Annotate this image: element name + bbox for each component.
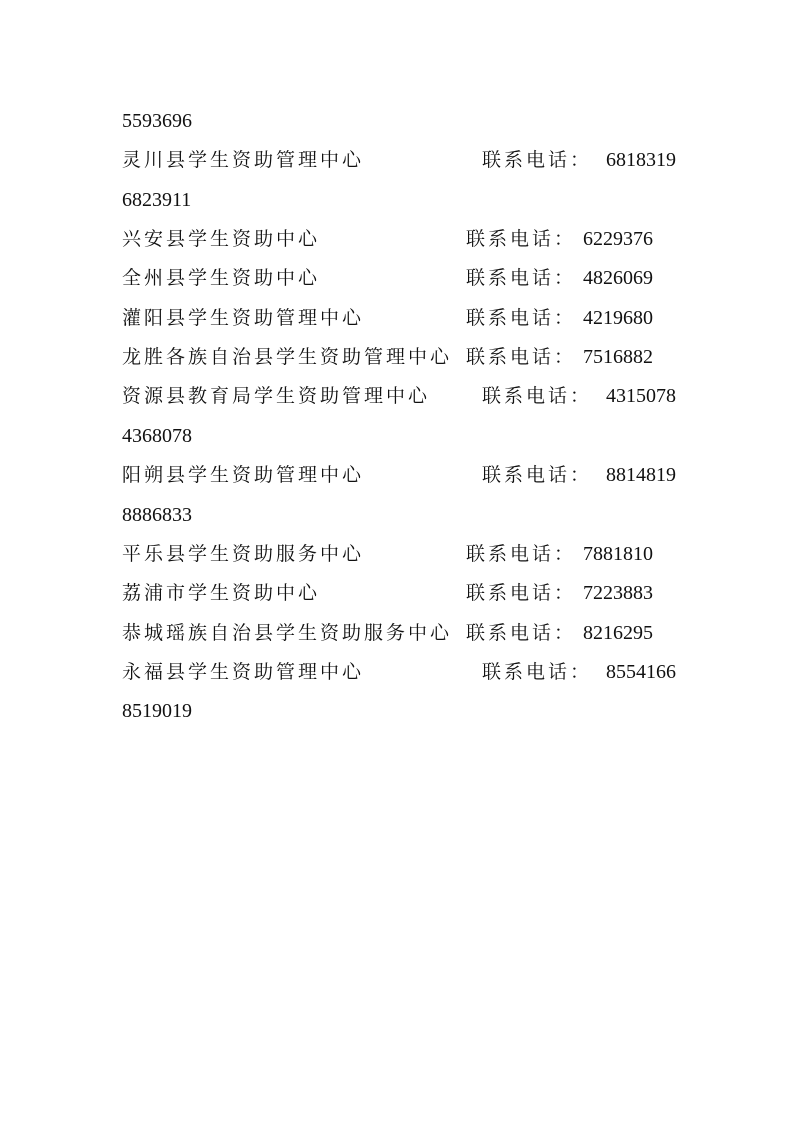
org-name: 兴安县学生资助中心 bbox=[122, 228, 321, 250]
phone-continuation: 4368078 bbox=[122, 425, 192, 447]
phone-number: 4315078 bbox=[606, 385, 676, 407]
org-name: 永福县学生资助管理中心 bbox=[122, 661, 365, 683]
org-name: 阳朔县学生资助管理中心 bbox=[122, 464, 365, 486]
phone-label: 联系电话： bbox=[482, 149, 593, 171]
org-name: 资源县教育局学生资助管理中心 bbox=[122, 385, 431, 407]
phone-continuation: 5593696 bbox=[122, 110, 192, 132]
phone-number: 4219680 bbox=[583, 307, 653, 329]
phone-number: 8554166 bbox=[606, 661, 676, 683]
phone-continuation: 6823911 bbox=[122, 189, 192, 211]
phone-label: 联系电话： bbox=[466, 582, 577, 604]
phone-number: 7223883 bbox=[583, 582, 653, 604]
org-name: 全州县学生资助中心 bbox=[122, 267, 321, 289]
org-name: 灌阳县学生资助管理中心 bbox=[122, 307, 365, 329]
phone-number: 4826069 bbox=[583, 267, 653, 289]
phone-label: 联系电话： bbox=[482, 464, 593, 486]
phone-label: 联系电话： bbox=[466, 543, 577, 565]
org-name: 灵川县学生资助管理中心 bbox=[122, 149, 365, 171]
org-name: 龙胜各族自治县学生资助管理中心 bbox=[122, 346, 453, 368]
phone-label: 联系电话： bbox=[466, 228, 577, 250]
org-name: 平乐县学生资助服务中心 bbox=[122, 543, 365, 565]
phone-continuation: 8886833 bbox=[122, 504, 192, 526]
org-name: 恭城瑶族自治县学生资助服务中心 bbox=[122, 622, 453, 644]
phone-number: 7516882 bbox=[583, 346, 653, 368]
phone-number: 8814819 bbox=[606, 464, 676, 486]
phone-label: 联系电话： bbox=[466, 307, 577, 329]
phone-number: 7881810 bbox=[583, 543, 653, 565]
phone-label: 联系电话： bbox=[482, 661, 593, 683]
phone-number: 6229376 bbox=[583, 228, 653, 250]
phone-label: 联系电话： bbox=[466, 346, 577, 368]
phone-label: 联系电话： bbox=[466, 267, 577, 289]
phone-number: 8216295 bbox=[583, 622, 653, 644]
phone-label: 联系电话： bbox=[482, 385, 593, 407]
phone-number: 6818319 bbox=[606, 149, 676, 171]
phone-continuation: 8519019 bbox=[122, 700, 192, 722]
org-name: 荔浦市学生资助中心 bbox=[122, 582, 321, 604]
phone-label: 联系电话： bbox=[466, 622, 577, 644]
